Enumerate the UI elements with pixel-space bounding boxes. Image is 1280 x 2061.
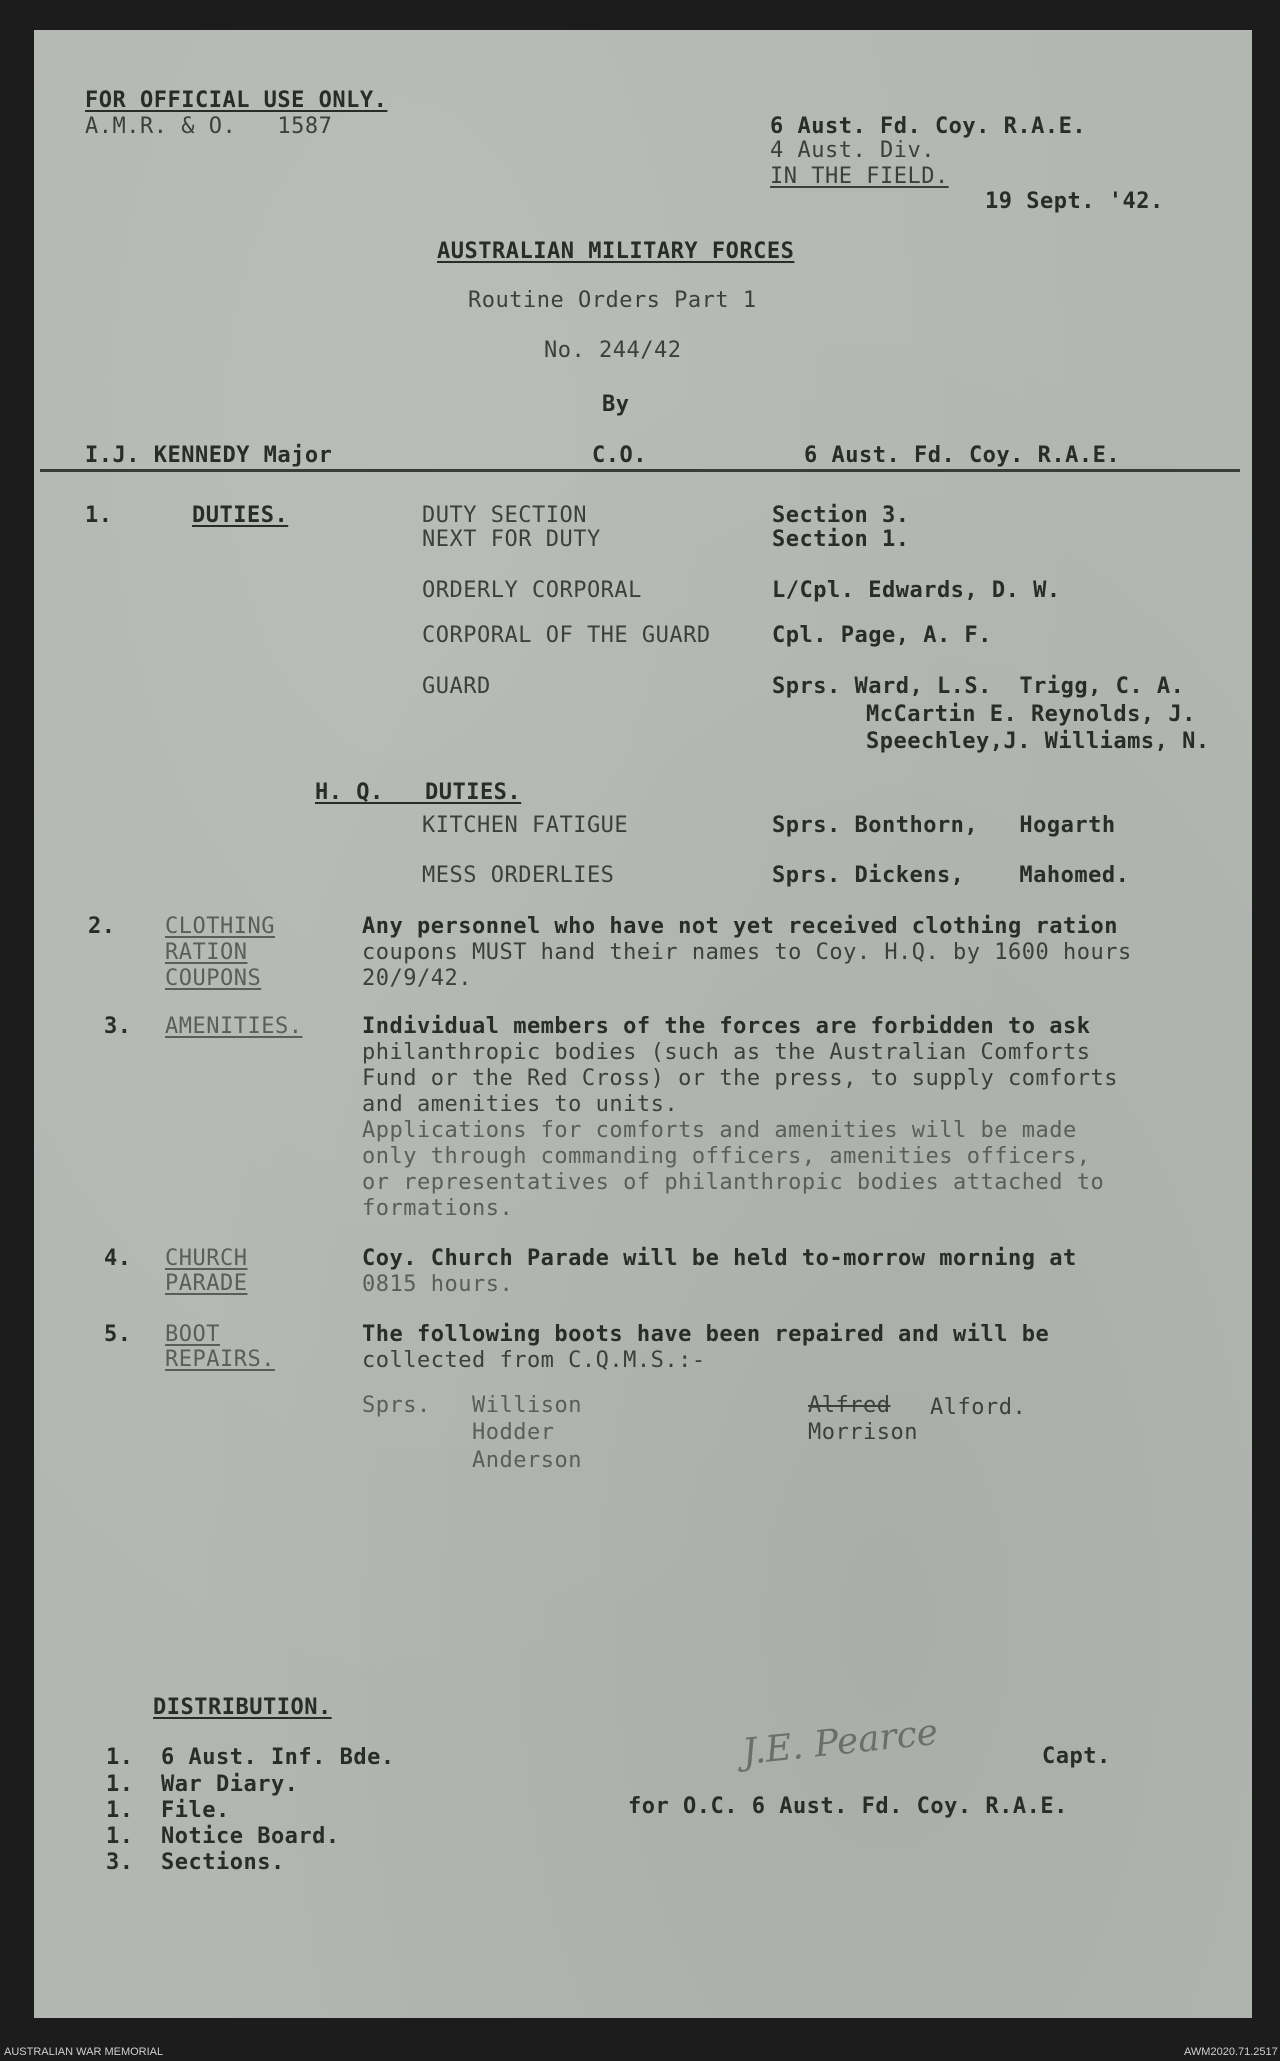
hq-duty-label: KITCHEN FATIGUE [422,813,629,838]
duties-heading: DUTIES. [192,503,289,528]
unit-line-2: 4 Aust. Div. [770,138,935,163]
duty-value: Cpl. Page, A. F. [772,623,992,648]
signature-rank: Capt. [1042,1744,1111,1769]
by-line: By [602,392,630,417]
distribution-heading: DISTRIBUTION. [153,1695,332,1720]
item-2-heading: COUPONS [165,966,262,991]
item-3-body: only through commanding officers, amenities officers, [362,1144,1091,1169]
boots-name: Willison [472,1393,582,1418]
guard-names-line-3: Speechley,J. Williams, N. [866,729,1210,754]
unit-line-3: IN THE FIELD. [770,164,949,189]
boots-name: Morrison [808,1420,918,1445]
signature-scrawl: J.E. Pearce [740,1711,940,1774]
item-3-body: formations. [362,1196,514,1221]
boots-name: Hodder [472,1420,555,1445]
item-5-body: The following boots have been repaired and will be [362,1322,1050,1347]
item-2-heading: RATION [165,940,248,965]
item-2-number: 2. [88,914,116,939]
commanding-officer: I.J. KENNEDY Major [85,443,333,468]
item-2-body: coupons MUST hand their names to Coy. H.Q. by 1600 hours [362,940,1132,965]
item-1-number: 1. [85,503,113,528]
duty-label: ORDERLY CORPORAL [422,578,642,603]
orders-title: Routine Orders Part 1 [468,288,757,313]
item-3-body: philanthropic bodies (such as the Australian Comforts [362,1040,1091,1065]
unit-line-1: 6 Aust. Fd. Coy. R.A.E. [770,114,1087,139]
item-2-body: 20/9/42. [362,966,472,991]
item-5-body: collected from C.Q.M.S.:- [362,1348,706,1373]
item-3-number: 3. [104,1014,132,1039]
archive-id: AWM2020.71.2517 [1184,2046,1278,2058]
item-4-body: 0815 hours. [362,1272,514,1297]
item-4-heading: PARADE [165,1271,248,1296]
order-date: 19 Sept. '42. [985,189,1164,214]
item-5-number: 5. [104,1322,132,1347]
forces-title: AUSTRALIAN MILITARY FORCES [437,239,795,264]
distribution-item: 3. Sections. [106,1850,285,1875]
item-4-number: 4. [104,1246,132,1271]
item-4-heading: CHURCH [165,1246,248,1271]
signature-for-line: for O.C. 6 Aust. Fd. Coy. R.A.E. [628,1794,1068,1819]
reference-number: A.M.R. & O. 1587 [85,114,333,139]
hq-duty-value: Sprs. Dickens, Mahomed. [772,863,1130,888]
item-3-heading: AMENITIES. [165,1014,303,1039]
item-3-body: Individual members of the forces are forbidden to ask [362,1014,1091,1039]
distribution-item: 1. 6 Aust. Inf. Bde. [106,1745,395,1770]
hq-duty-value: Sprs. Bonthorn, Hogarth [772,813,1116,838]
distribution-item: 1. File. [106,1798,230,1823]
boots-name: Anderson [472,1448,582,1473]
duty-value: Sprs. Ward, L.S. Trigg, C. A. [772,674,1185,699]
item-3-body: Fund or the Red Cross) or the press, to supply comforts [362,1066,1118,1091]
hq-duties-heading: H. Q. DUTIES. [315,780,522,805]
item-2-body: Any personnel who have not yet received clothing ration [362,914,1118,939]
item-5-heading: REPAIRS. [165,1347,275,1372]
officer-role: C.O. [592,443,647,468]
boots-name: Alford. [930,1395,1027,1420]
distribution-item: 1. Notice Board. [106,1824,340,1849]
duty-value: L/Cpl. Edwards, D. W. [772,578,1061,603]
item-5-heading: BOOT [165,1322,220,1347]
duty-value: Section 1. [772,527,910,552]
title-rule [40,469,1240,472]
item-4-body: Coy. Church Parade will be held to-morrow morning at [362,1246,1077,1271]
title-unit: 6 Aust. Fd. Coy. R.A.E. [804,443,1121,468]
distribution-item: 1. War Diary. [106,1772,299,1797]
duty-label: GUARD [422,674,491,699]
security-marking: FOR OFFICIAL USE ONLY. [85,88,388,113]
item-3-body: and amenities to units. [362,1092,679,1117]
duty-label: DUTY SECTION [422,503,587,528]
duty-value: Section 3. [772,503,910,528]
duty-label: NEXT FOR DUTY [422,527,601,552]
guard-names-line-2: McCartin E. Reynolds, J. [866,702,1196,727]
boots-prefix: Sprs. [362,1393,431,1418]
item-3-body: or representatives of philanthropic bodies attached to [362,1170,1105,1195]
item-2-heading: CLOTHING [165,914,275,939]
hq-duty-label: MESS ORDERLIES [422,863,615,888]
order-number: No. 244/42 [544,338,682,363]
archive-label: AUSTRALIAN WAR MEMORIAL [4,2046,164,2058]
boots-struck-name: Alfred [808,1393,891,1418]
item-3-body: Applications for comforts and amenities will be made [362,1118,1077,1143]
duty-label: CORPORAL OF THE GUARD [422,623,711,648]
